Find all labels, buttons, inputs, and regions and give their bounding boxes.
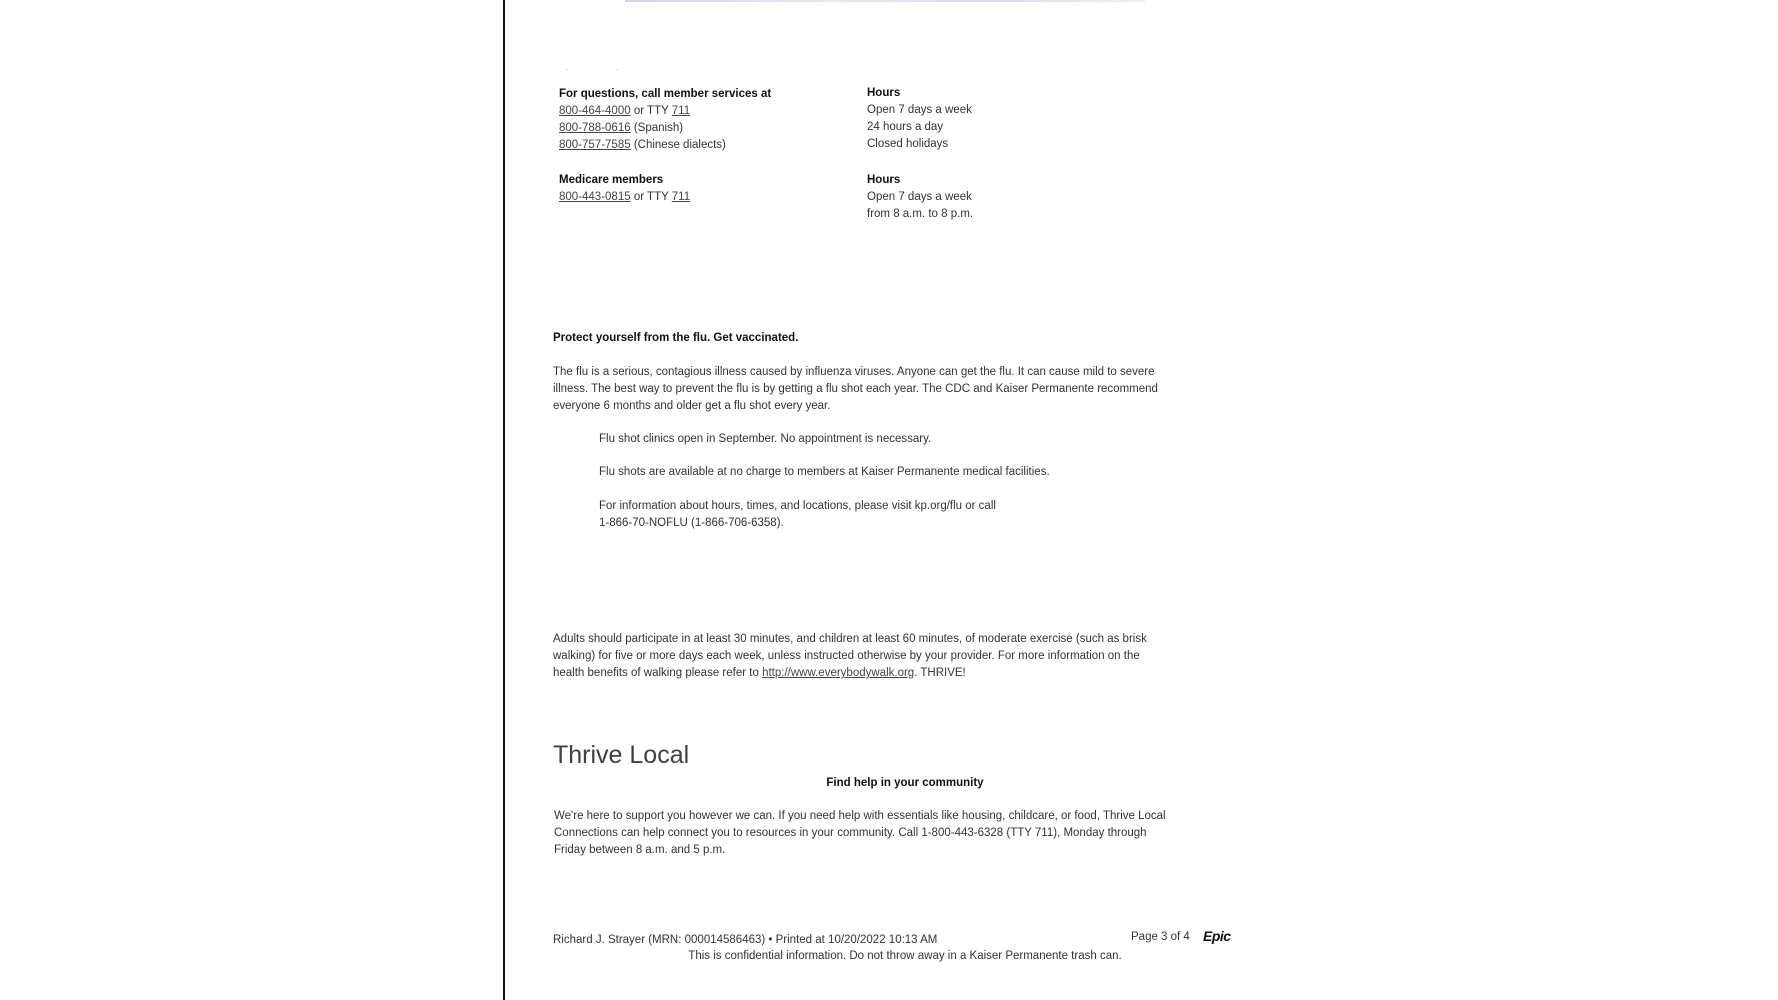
exercise-paragraph <box>553 631 1253 682</box>
flu-bullet-clinics: Flu shot clinics open in September. No appointment is necessary. <box>599 433 932 445</box>
phone-main-link[interactable]: 800-464-4000 <box>559 105 631 117</box>
medicare-phone-link[interactable]: 800-443-0815 <box>559 191 631 203</box>
exercise-line: walking) for five or more days each week, unless instructed otherwise by your provider. For more information on the <box>553 650 1140 662</box>
flu-bullet-no-charge: Flu shots are available at no charge to members at Kaiser Permanente medical facilities. <box>599 466 1050 478</box>
medicare-tty-link[interactable]: 711 <box>671 191 691 203</box>
hours-line: Closed holidays <box>867 138 949 150</box>
everybodywalk-link[interactable]: http://www.everybodywalk.org <box>762 667 915 679</box>
footer-patient-line: Richard J. Strayer (MRN: 000014586463) • Printed at 10/20/2022 10:13 AM <box>553 934 938 946</box>
flu-bullet-info <box>599 498 996 532</box>
exercise-thrive: . THRIVE! <box>914 667 966 679</box>
tty-label: or TTY <box>633 105 669 117</box>
medicare-hours-block <box>867 172 1067 223</box>
scan-specks: · · <box>566 64 641 74</box>
thrive-body <box>554 808 1254 859</box>
medicare-hours-line: Open 7 days a week <box>867 191 972 203</box>
thrive-body-line: Connections can help connect you to resources in your community. Call 1-800-443-6328 (TTY 711), Monday through <box>554 827 1147 839</box>
scan-top-edge <box>625 0 1145 2</box>
footer-page-number: Page 3 of 4 <box>1131 931 1190 943</box>
spanish-label: (Spanish) <box>633 122 684 134</box>
medicare-tty-label: or TTY <box>633 191 669 203</box>
flu-info-line: 1-866-70-NOFLU (1-866-706-6358). <box>599 517 784 529</box>
document-page <box>503 0 1265 1000</box>
thrive-title: Thrive Local <box>553 741 690 769</box>
flu-intro-line: illness. The best way to prevent the flu is by getting a flu shot each year. The CDC and Kaiser Permanente recommend <box>553 383 1158 395</box>
medicare-hours-heading: Hours <box>867 174 901 186</box>
questions-heading: For questions, call member services at <box>559 88 772 100</box>
medicare-block <box>559 172 819 206</box>
hours-line: Open 7 days a week <box>867 104 972 116</box>
flu-intro-line: The flu is a serious, contagious illness caused by influenza viruses. Anyone can get the flu. It can cause mild to severe <box>553 366 1155 378</box>
thrive-body-line: We're here to support you however we can. If you need help with essentials like housing, childcare, or food, Thrive Local <box>554 810 1166 822</box>
flu-heading: Protect yourself from the flu. Get vaccinated. <box>553 332 799 344</box>
thrive-subtitle: Find help in your community <box>826 777 984 789</box>
flu-intro <box>553 364 1253 415</box>
flu-info-line: For information about hours, times, and locations, please visit kp.org/flu or call <box>599 500 996 512</box>
flu-intro-line: everyone 6 months and older get a flu shot every year. <box>553 400 831 412</box>
medicare-heading: Medicare members <box>559 174 664 186</box>
chinese-label: (Chinese dialects) <box>633 139 726 151</box>
phone-spanish-link[interactable]: 800-788-0616 <box>559 122 631 134</box>
hours-heading: Hours <box>867 87 901 99</box>
hours-block <box>867 85 1067 153</box>
epic-logo: Epic <box>1203 928 1231 944</box>
member-services-block <box>559 86 819 154</box>
footer-confidential: This is confidential information. Do not throw away in a Kaiser Permanente trash can. <box>688 950 1122 962</box>
exercise-line: Adults should participate in at least 30 minutes, and children at least 60 minutes, of moderate exercise (such as brisk <box>553 633 1147 645</box>
tty-number-link[interactable]: 711 <box>671 105 691 117</box>
phone-chinese-link[interactable]: 800-757-7585 <box>559 139 631 151</box>
medicare-hours-line: from 8 a.m. to 8 p.m. <box>867 208 974 220</box>
exercise-line: health benefits of walking please refer to <box>553 667 759 679</box>
thrive-body-line: Friday between 8 a.m. and 5 p.m. <box>554 844 726 856</box>
hours-line: 24 hours a day <box>867 121 944 133</box>
